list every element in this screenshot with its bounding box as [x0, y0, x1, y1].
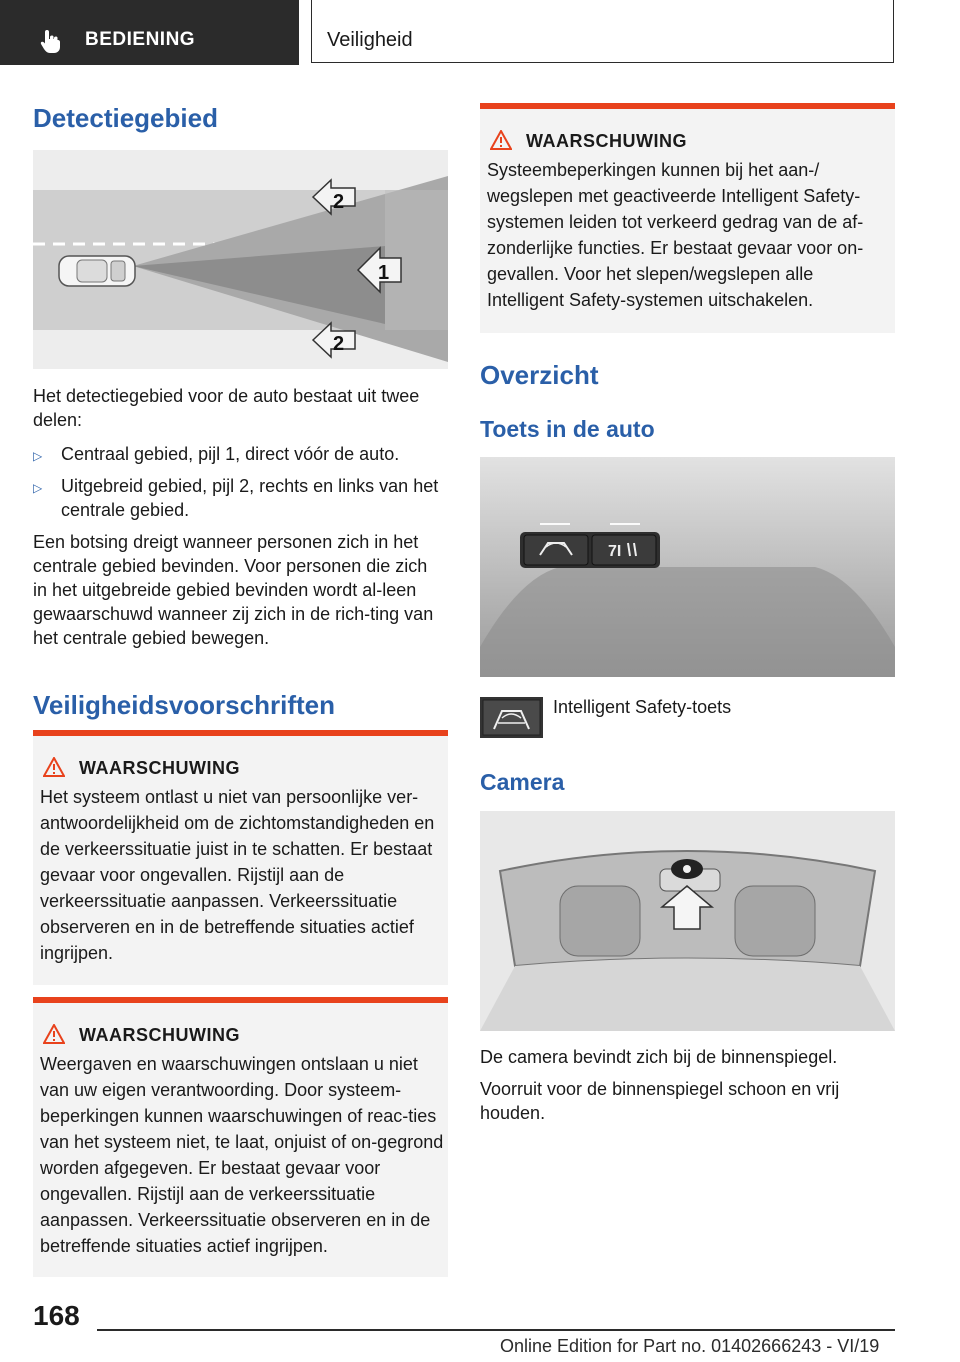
warning-title: WAARSCHUWING [526, 131, 687, 151]
subsection-title: Veiligheid [327, 29, 413, 51]
list-item: ▷ Centraal gebied, pijl 1, direct vóór de auto. [33, 442, 453, 468]
footer-edition: Online Edition for Part no. 01402666243 - VI/19 [500, 1336, 880, 1356]
warning-title: WAARSCHUWING [79, 758, 240, 778]
camera-text-1: De camera bevindt zich bij de binnenspiegel. [480, 1047, 838, 1067]
detection-intro: Het detectiegebied voor de auto bestaat uit twee delen: [33, 386, 420, 430]
heading-detectiegebied: Detectiegebied [33, 103, 218, 133]
warning-box-3 [480, 103, 895, 333]
section-tab[interactable] [0, 0, 299, 65]
heading-veiligheidsvoorschriften: Veiligheidsvoorschriften [33, 690, 335, 720]
detection-area-figure [33, 150, 448, 369]
camera-photo [480, 811, 895, 1031]
warning-title: WAARSCHUWING [79, 1025, 240, 1045]
button-photo [480, 457, 895, 677]
figure-label-2-bottom: 2 [333, 333, 345, 355]
warning-text: Weergaven en waarschuwingen ontslaan u niet van uw eigen verantwoording. Door systeem-beperkingen kunnen waarschuwingen of reac-ties van het systeem niet, te laat, onjuist of on-gegrond worden afgegeven. Er bestaat gevaar voor ongevallen. Rijstijl aan de verkeerssituatie aanpassen. Verkeerssituatie observeren en in de betreffende situaties actief ingrijpen. [40, 1054, 444, 1256]
bullet-triangle-icon: ▷ [33, 449, 43, 463]
warning-triangle-icon [43, 1024, 65, 1044]
warning-box-1 [33, 730, 448, 985]
footer-divider [97, 1329, 895, 1331]
section-title: BEDIENING [85, 29, 196, 50]
warning-triangle-icon [490, 130, 512, 150]
warning-box-2 [33, 997, 448, 1277]
detection-paragraph: Een botsing dreigt wanneer personen zich in het centrale gebied bevinden. Voor personen die zich in het uitgebreide gebied bevinden wordt al-leen gewaarschuwd wanneer zij zich in de rich-ting van het centrale gebied bewegen. [33, 532, 434, 648]
heading-camera: Camera [480, 769, 565, 795]
bullet-triangle-icon: ▷ [33, 481, 43, 495]
warning-text: Systeembeperkingen kunnen bij het aan-/ wegslepen met geactiveerde Intelligent Safety-systemen leiden tot verkeerd gedrag van de af-zonderlijke functies. Er bestaat gevaar voor on-gevallen. Voor het slepen/wegslepen alle Intelligent Safety-systemen uitschakelen. [487, 160, 864, 310]
camera-text-2: Voorruit voor de binnenspiegel schoon en vrij houden. [480, 1079, 840, 1123]
intelligent-safety-icon [480, 697, 543, 738]
heading-overzicht: Overzicht [480, 360, 599, 390]
hand-pointer-icon [38, 28, 64, 54]
warning-triangle-icon [43, 757, 65, 777]
detection-area-diagram [33, 150, 448, 369]
list-item: ▷ Uitgebreid gebied, pijl 2, rechts en links van het centrale gebied. [33, 476, 439, 520]
warning-text: Het systeem ontlast u niet van persoonlijke ver-antwoordelijkheid om de zichtomstandigheden en de verkeerssituatie juist in te schatten. Er bestaat gevaar voor ongevallen. Rijstijl aan de verkeerssituatie aanpassen. Verkeerssituatie observeren en in de betreffende situaties actief ingrijpen. [40, 787, 435, 963]
heading-toets-in-de-auto: Toets in de auto [480, 416, 655, 442]
subsection-header [311, 0, 894, 63]
page-number: 168 [33, 1300, 80, 1331]
figure-label-1: 1 [378, 262, 390, 284]
button-caption: Intelligent Safety-toets [553, 697, 732, 717]
figure-label-2-top: 2 [333, 191, 345, 213]
svg-text:7I: 7I [608, 543, 622, 560]
